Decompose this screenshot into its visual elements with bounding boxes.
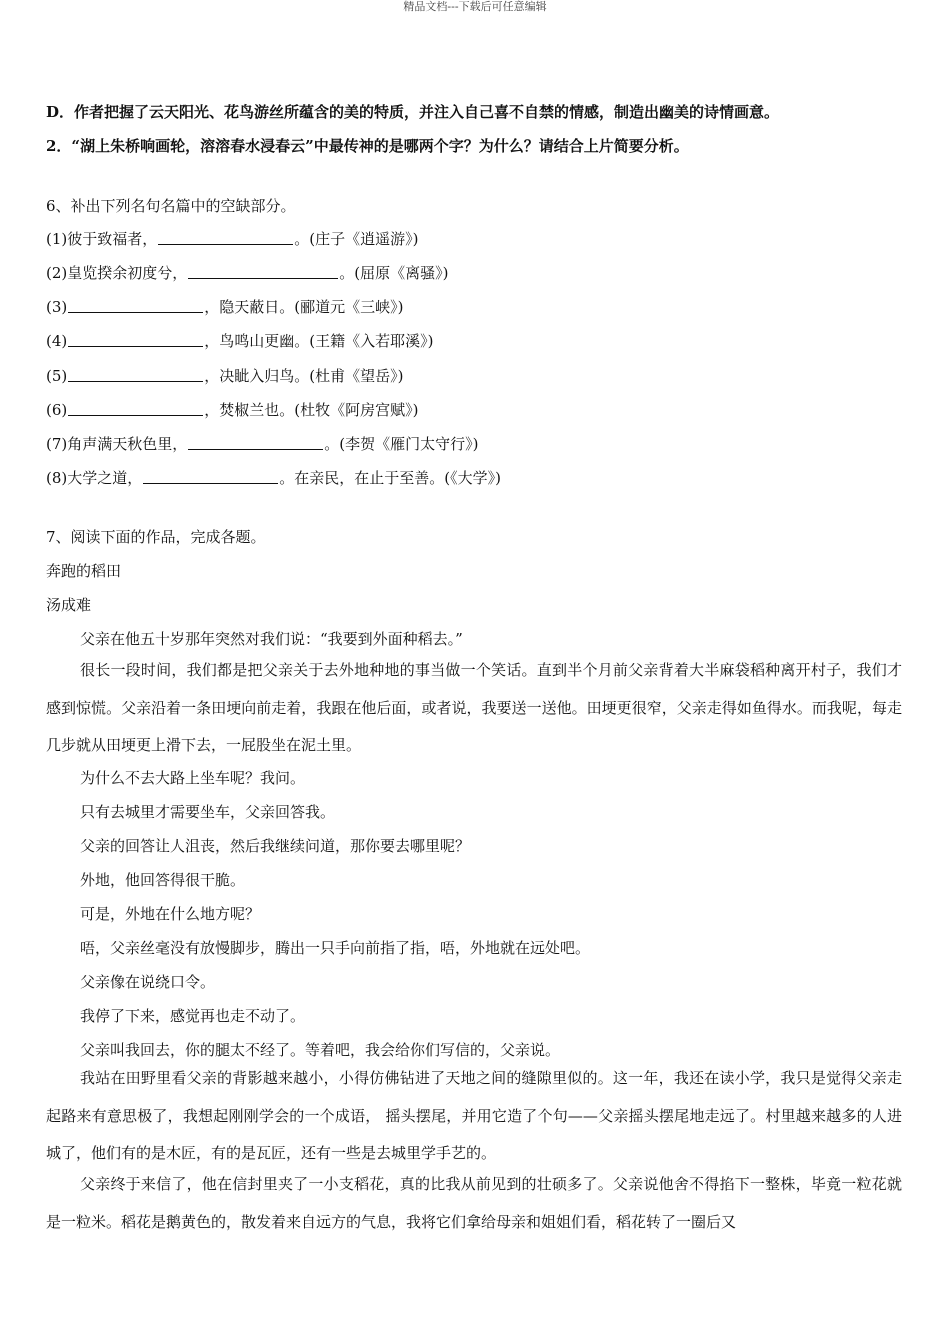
q6-item-suffix: ，焚椒兰也。(杜牧《阿房宫赋》) [204, 401, 419, 419]
story-line: 我停了下来，感觉再也走不动了。 [80, 1007, 306, 1025]
q6-item-suffix: ，决眦入归鸟。(杜甫《望岳》) [204, 367, 404, 385]
story-line: 外地，他回答得很干脆。 [80, 871, 246, 889]
answer-blank[interactable] [68, 401, 203, 416]
story-line: 父亲在他五十岁那年突然对我们说：“我要到外面种稻去。” [80, 630, 463, 648]
answer-blank[interactable] [68, 332, 203, 347]
q6-item-2 [46, 263, 448, 283]
q6-item-prefix: (7)角声满天秋色里， [46, 435, 188, 453]
q5-option-d: D．作者把握了云天阳光、花鸟游丝所蕴含的美的特质，并注入自己喜不自禁的情感，制造出幽美的诗情画意。 [46, 103, 780, 121]
q6-item-prefix: (1)彼于致福者， [46, 230, 158, 248]
q6-item-suffix: ，鸟鸣山更幽。(王籍《入若耶溪》) [204, 332, 434, 350]
story-line: 父亲叫我回去，你的腿太不经了。等着吧，我会给你们写信的，父亲说。 [80, 1041, 561, 1059]
answer-blank[interactable] [188, 435, 323, 450]
q6-item-prefix: (3) [46, 298, 68, 316]
answer-blank[interactable] [143, 469, 278, 484]
q6-item-prefix: (4) [46, 332, 68, 350]
story-author: 汤成难 [46, 596, 92, 614]
story-line: 父亲的回答让人沮丧，然后我继续问道，那你要去哪里呢？ [80, 837, 471, 855]
q6-item-prefix: (2)皇览揆余初度兮， [46, 264, 188, 282]
q6-item-suffix: 。(庄子《逍遥游》) [294, 230, 419, 248]
q6-item-suffix: 。(屈原《离骚》) [339, 264, 449, 282]
q6-item-5 [46, 366, 403, 386]
q6-item-suffix: ，隐天蔽日。(郦道元《三峡》) [204, 298, 404, 316]
q7-title: 7、阅读下面的作品，完成各题。 [46, 528, 266, 546]
story-line: 只有去城里才需要坐车，父亲回答我。 [80, 803, 336, 821]
story-line: 为什么不去大路上坐车呢？我问。 [80, 769, 306, 787]
story-paragraph: 我站在田野里看父亲的背影越来越小，小得仿佛钻进了天地之间的缝隙里似的。这一年，我还在读小学，我只是觉得父亲走起路来有意思极了，我想起刚刚学会的一个成语， 摇头摆尾，并用它造了个句——父亲摇头摆尾地走远了。村里越来越多的人进城了，他们有的是木匠，有的是瓦匠，还有一些是去城里学手艺的。 [46, 1069, 902, 1162]
q6-item-prefix: (6) [46, 401, 68, 419]
answer-blank[interactable] [68, 367, 203, 382]
q6-item-6 [46, 400, 418, 420]
page-header: 精品文档---下载后可任意编辑 [403, 0, 547, 13]
q6-item-prefix: (5) [46, 367, 68, 385]
q6-item-prefix: (8)大学之道， [46, 469, 143, 487]
q6-item-7 [46, 434, 478, 454]
story-line: 可是，外地在什么地方呢？ [80, 905, 261, 923]
story-title: 奔跑的稻田 [46, 562, 122, 580]
answer-blank[interactable] [68, 298, 203, 313]
story-line: 父亲像在说绕口令。 [80, 973, 216, 991]
q6-item-1 [46, 229, 418, 249]
story-paragraph: 父亲终于来信了，他在信封里夹了一小支稻花，真的比我从前见到的壮硕多了。父亲说他舍不得掐下一整株，毕竟一粒花就是一粒米。稻花是鹅黄色的，散发着来自远方的气息，我将它们拿给母亲和姐姐们看，稻花转了一圈后又 [46, 1175, 902, 1231]
q6-item-8 [46, 468, 501, 488]
answer-blank[interactable] [158, 230, 293, 245]
q6-title: 6、补出下列名句名篇中的空缺部分。 [46, 197, 296, 215]
story-line: 唔，父亲丝毫没有放慢脚步，腾出一只手向前指了指，唔，外地就在远处吧。 [80, 939, 591, 957]
story-paragraph: 很长一段时间，我们都是把父亲关于去外地种地的事当做一个笑话。直到半个月前父亲背着大半麻袋稻种离开村子，我们才感到惊慌。父亲沿着一条田埂向前走着，我跟在他后面，或者说，我要送一送他。田埂更很窄，父亲走得如鱼得水。而我呢，每走几步就从田埂更上滑下去，一屁股坐在泥土里。 [46, 661, 902, 754]
answer-blank[interactable] [188, 264, 338, 279]
q6-item-suffix: 。(李贺《雁门太守行》) [324, 435, 479, 453]
q5-subquestion-2: 2．“湖上朱桥响画轮，溶溶春水浸春云”中最传神的是哪两个字？为什么？请结合上片简要分析。 [46, 137, 689, 155]
q6-item-4 [46, 331, 433, 351]
q6-item-suffix: 。在亲民，在止于至善。(《大学》) [279, 469, 501, 487]
q6-item-3 [46, 297, 403, 317]
